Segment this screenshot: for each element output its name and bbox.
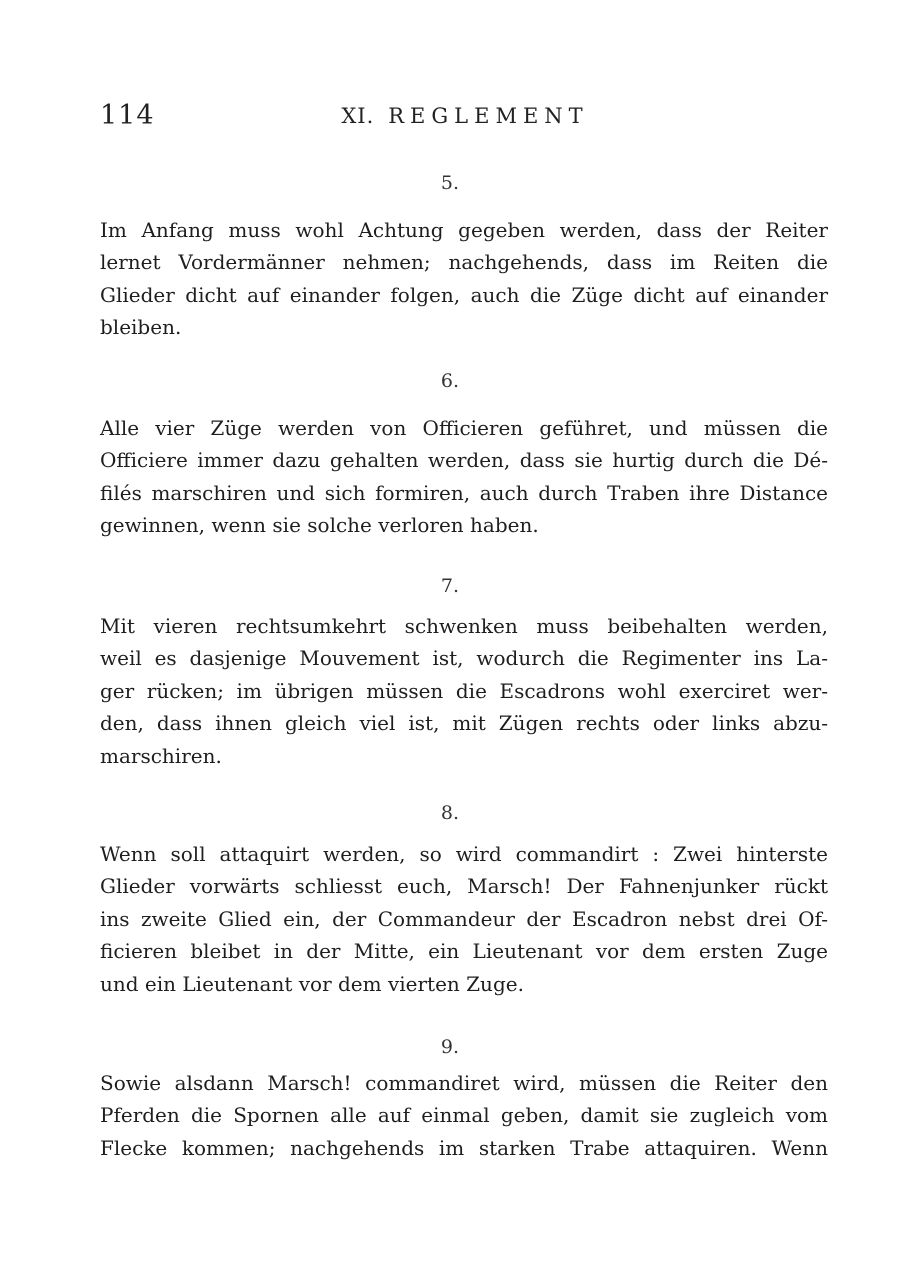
text-line: den, dass ihnen gleich viel ist, mit Zügen rechts oder links abzu- bbox=[100, 711, 828, 736]
running-head bbox=[100, 104, 830, 128]
section-number-7: 7. bbox=[440, 575, 460, 597]
section-number-9: 9. bbox=[440, 1036, 460, 1058]
text-line: ins zweite Glied ein, der Commandeur der Escadron nebst drei Of- bbox=[100, 906, 828, 931]
text-line: Mit vieren rechtsumkehrt schwenken muss beibehalten werden, bbox=[100, 614, 828, 638]
paragraph-7 bbox=[100, 610, 828, 772]
text-line: marschiren. bbox=[100, 743, 222, 768]
section-number-6: 6. bbox=[440, 370, 460, 392]
text-line: Pferden die Spornen alle auf einmal geben, damit sie zugleich vom bbox=[100, 1103, 828, 1128]
text-line: weil es dasjenige Mouvement ist, wodurch die Regimenter ins La- bbox=[100, 646, 828, 671]
text-line: bleiben. bbox=[100, 315, 182, 340]
paragraph-8 bbox=[100, 838, 828, 1000]
page-number: 114 bbox=[100, 100, 155, 131]
running-head-chapter: XI. bbox=[341, 104, 375, 128]
text-line: und ein Lieutenant vor dem vierten Zuge. bbox=[100, 971, 524, 996]
text-line: Glieder vorwärts schliesst euch, Marsch! Der Fahnenjunker rückt bbox=[100, 874, 828, 899]
text-line: ficieren bleibet in der Mitte, ein Lieutenant vor dem ersten Zuge bbox=[100, 939, 828, 964]
page-header bbox=[100, 100, 830, 140]
section-number-5: 5. bbox=[440, 172, 460, 194]
text-line: gewinnen, wenn sie solche verloren haben. bbox=[100, 513, 539, 538]
text-line: Glieder dicht auf einander folgen, auch die Züge dicht auf einander bbox=[100, 282, 828, 307]
text-line: filés marschiren und sich formiren, auch durch Traben ihre Distance bbox=[100, 480, 828, 505]
section-number-8: 8. bbox=[440, 802, 460, 824]
paragraph-9 bbox=[100, 1067, 828, 1164]
text-line: Wenn soll attaquirt werden, so wird commandirt : Zwei hinterste bbox=[100, 842, 828, 866]
text-line: Sowie alsdann Marsch! commandiret wird, müssen die Reiter den bbox=[100, 1071, 828, 1095]
paragraph-5 bbox=[100, 214, 828, 344]
text-line: Alle vier Züge werden von Officieren geführet, und müssen die bbox=[100, 416, 828, 440]
text-line: Officiere immer dazu gehalten werden, dass sie hurtig durch die Dé- bbox=[100, 448, 828, 473]
text-line: Flecke kommen; nachgehends im starken Trabe attaquiren. Wenn bbox=[100, 1135, 828, 1160]
running-head-title: REGLEMENT bbox=[388, 104, 589, 128]
text-line: ger rücken; im übrigen müssen die Escadrons wohl exerciret wer- bbox=[100, 678, 828, 703]
text-line: lernet Vordermänner nehmen; nachgehends, dass im Reiten die bbox=[100, 250, 828, 275]
text-line: Im Anfang muss wohl Achtung gegeben werden, dass der Reiter bbox=[100, 218, 828, 242]
paragraph-6 bbox=[100, 412, 828, 542]
